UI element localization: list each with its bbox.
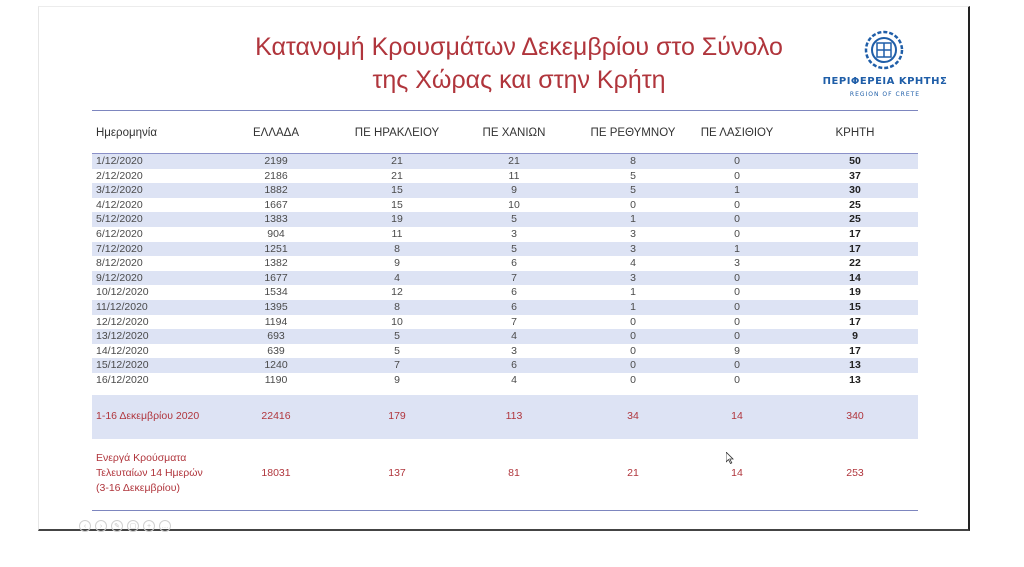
cell-lasithi: 0 [734,315,740,328]
active-cases-label-line: Ενεργά Κρούσματα [96,452,187,464]
cell-rethymno: 3 [630,228,636,240]
cell-lasithi: 0 [734,330,740,343]
cell-rethymno: 0 [630,359,636,372]
title-line-1: Κατανομή Κρουσμάτων Δεκεμβρίου στο Σύνολο [255,33,783,61]
cell-date: 6/12/2020 [96,228,143,240]
cell-greece: 2199 [264,155,288,167]
cell-lasithi: 0 [734,374,740,386]
cell-greece: 1677 [264,271,288,284]
cell-rethymno: 34 [627,410,639,422]
cell-rethymno: 3 [630,242,636,255]
table-row [92,154,918,169]
next-control-icon[interactable]: › [95,520,107,532]
cell-crete: 17 [849,315,861,328]
cell-crete: 340 [846,410,864,422]
table-row [92,285,918,300]
slide-title [199,31,839,97]
cell-rethymno: 1 [630,286,636,299]
cell-crete: 19 [849,286,861,299]
cell-date: 13/12/2020 [96,330,149,343]
cell-lasithi: 14 [731,467,743,479]
cell-date: 15/12/2020 [96,359,149,372]
cell-heraklion: 8 [394,301,400,313]
cell-rethymno: 8 [630,155,636,167]
cell-crete: 15 [849,301,861,313]
cell-rethymno: 5 [630,184,636,197]
cell-heraklion: 9 [394,257,400,270]
cell-crete: 14 [849,271,861,284]
top-rule [92,110,918,111]
cell-greece: 1383 [264,213,288,226]
cell-chania: 3 [511,344,517,357]
cell-chania: 5 [511,242,517,255]
cell-chania: 10 [508,198,520,211]
title-line-2: της Χώρας και στην Κρήτη [372,66,666,94]
cell-heraklion: 10 [391,315,403,328]
cell-date: 8/12/2020 [96,257,143,270]
table-row [92,373,918,388]
cell-date: 2/12/2020 [96,169,143,182]
cell-date: 14/12/2020 [96,344,149,357]
cell-heraklion: 21 [391,155,403,167]
table-row [92,227,918,242]
cell-heraklion: 4 [394,271,400,284]
cell-lasithi: 0 [734,169,740,182]
cell-crete: 50 [849,155,861,167]
cell-heraklion: 15 [391,184,403,197]
active-cases-label-line: Τελευταίων 14 Ημερών [96,467,203,479]
cell-heraklion: 12 [391,286,403,299]
cell-crete: 37 [849,169,861,182]
cell-chania: 6 [511,257,517,270]
cell-rethymno: 3 [630,271,636,284]
column-header-chania: ΠΕ ΧΑΝΙΩΝ [482,127,546,139]
cell-heraklion: 7 [394,359,400,372]
bottom-rule [92,510,918,511]
cell-greece: 1190 [264,374,288,386]
table-row [92,300,918,315]
cell-crete: 25 [849,198,861,211]
cell-heraklion: 15 [391,198,403,211]
cell-heraklion: 11 [391,228,403,240]
table-row [92,329,918,344]
cell-greece: 639 [267,344,285,357]
cell-rethymno: 1 [630,213,636,226]
cell-lasithi: 14 [731,410,743,422]
cell-chania: 6 [511,286,517,299]
cell-rethymno: 0 [630,374,636,386]
cell-greece: 1251 [264,242,288,255]
summary-label: 1-16 Δεκεμβρίου 2020 [96,410,200,422]
cell-lasithi: 0 [734,155,740,167]
table-row [92,271,918,286]
cell-lasithi: 0 [734,198,740,211]
logo-name: ΠΕΡΙΦΕΡΕΙΑ ΚΡΗΤΗΣ [822,76,948,87]
column-header-crete: ΚΡΗΤΗ [835,127,875,139]
cell-crete: 17 [849,242,861,255]
cell-lasithi: 9 [734,344,740,357]
cell-heraklion: 21 [391,169,403,182]
cell-date: 5/12/2020 [96,213,143,226]
cell-greece: 1194 [264,315,288,328]
cell-greece: 18031 [261,467,291,479]
cell-heraklion: 5 [394,344,400,357]
cell-heraklion: 179 [388,410,406,422]
cell-chania: 7 [511,315,517,328]
cell-chania: 4 [511,374,517,386]
cell-date: 16/12/2020 [96,374,149,386]
cell-greece: 2186 [264,169,288,182]
presentation-slide [38,6,970,531]
cell-rethymno: 21 [627,467,639,479]
logo-subtitle: REGION OF CRETE [849,91,921,98]
cell-date: 4/12/2020 [96,198,143,211]
active-cases-label [96,451,203,496]
table-row [92,344,918,359]
column-header-lasithi: ΠΕ ΛΑΣΙΘΙΟΥ [700,127,774,139]
cell-lasithi: 0 [734,286,740,299]
table-row [92,183,918,198]
cell-date: 11/12/2020 [96,301,148,313]
cell-lasithi: 0 [734,359,740,372]
cell-lasithi: 0 [734,301,740,313]
cell-chania: 6 [511,359,517,372]
cell-greece: 904 [267,228,285,240]
cell-crete: 253 [846,467,864,479]
cell-greece: 1882 [264,184,288,197]
cell-crete: 9 [852,330,858,343]
cell-crete: 17 [849,228,861,240]
cell-rethymno: 5 [630,169,636,182]
cell-greece: 1667 [264,198,288,211]
cell-rethymno: 0 [630,198,636,211]
cell-greece: 693 [267,330,285,343]
cell-crete: 13 [849,359,861,372]
table-row [92,212,918,227]
cell-heraklion: 9 [394,374,400,386]
table-row [92,169,918,184]
column-header-heraklion: ΠΕ ΗΡΑΚΛΕΙΟΥ [354,127,440,139]
copy-control-icon[interactable]: ▢ [127,520,139,532]
column-header-date: Ημερομηνία [96,127,157,139]
emblem-icon [859,29,909,75]
cell-chania: 7 [511,271,517,284]
cell-heraklion: 8 [394,242,400,255]
cell-crete: 25 [849,213,861,226]
mouse-cursor-icon [726,451,734,469]
cell-chania: 3 [511,228,517,240]
cell-rethymno: 1 [630,301,636,313]
region-logo [815,29,955,109]
table-row [92,358,918,373]
cell-chania: 21 [508,155,520,167]
cell-lasithi: 3 [734,257,740,270]
prev-control-icon[interactable]: ‹ [79,520,91,532]
cell-rethymno: 0 [630,315,636,328]
cell-lasithi: 0 [734,213,740,226]
cell-chania: 9 [511,184,517,197]
column-header-greece: ΕΛΛΑΔΑ [252,127,300,139]
table-row [92,242,918,257]
cell-chania: 4 [511,330,517,343]
table-row [92,315,918,330]
cell-heraklion: 19 [391,213,403,226]
zoom-control-icon[interactable]: + [143,520,155,532]
summary-row [92,395,918,439]
cell-crete: 22 [849,257,861,270]
cell-rethymno: 0 [630,330,636,343]
cell-rethymno: 0 [630,344,636,357]
cell-lasithi: 0 [734,271,740,284]
cell-greece: 1395 [264,301,288,313]
more-control-icon[interactable]: … [159,520,171,532]
cell-greece: 1534 [264,286,288,299]
cell-crete: 30 [849,184,861,197]
cell-chania: 5 [511,213,517,226]
cell-crete: 13 [849,374,861,386]
cell-heraklion: 137 [388,467,406,479]
cell-lasithi: 1 [734,242,740,255]
cell-greece: 22416 [261,410,291,422]
column-header-rethymno: ΠΕ ΡΕΘΥΜΝΟΥ [590,127,676,139]
cell-date: 1/12/2020 [96,155,143,167]
cell-crete: 17 [849,344,861,357]
cell-chania: 81 [508,467,520,479]
cell-date: 3/12/2020 [96,184,143,197]
cell-date: 7/12/2020 [96,242,143,255]
cell-greece: 1382 [264,257,288,270]
table-row [92,256,918,271]
cell-date: 10/12/2020 [96,286,149,299]
cell-rethymno: 4 [630,257,636,270]
cell-date: 9/12/2020 [96,271,143,284]
cell-chania: 6 [511,301,517,313]
cell-date: 12/12/2020 [96,315,149,328]
active-cases-row [92,451,918,501]
active-cases-label-line: (3-16 Δεκεμβρίου) [96,482,180,494]
cell-lasithi: 1 [734,184,740,197]
slide-controls [79,520,171,532]
cell-chania: 11 [508,169,520,182]
pen-control-icon[interactable]: ✎ [111,520,123,532]
table-row [92,198,918,213]
cell-lasithi: 0 [734,228,740,240]
cell-heraklion: 5 [394,330,400,343]
cell-chania: 113 [505,410,523,422]
cell-greece: 1240 [264,359,288,372]
